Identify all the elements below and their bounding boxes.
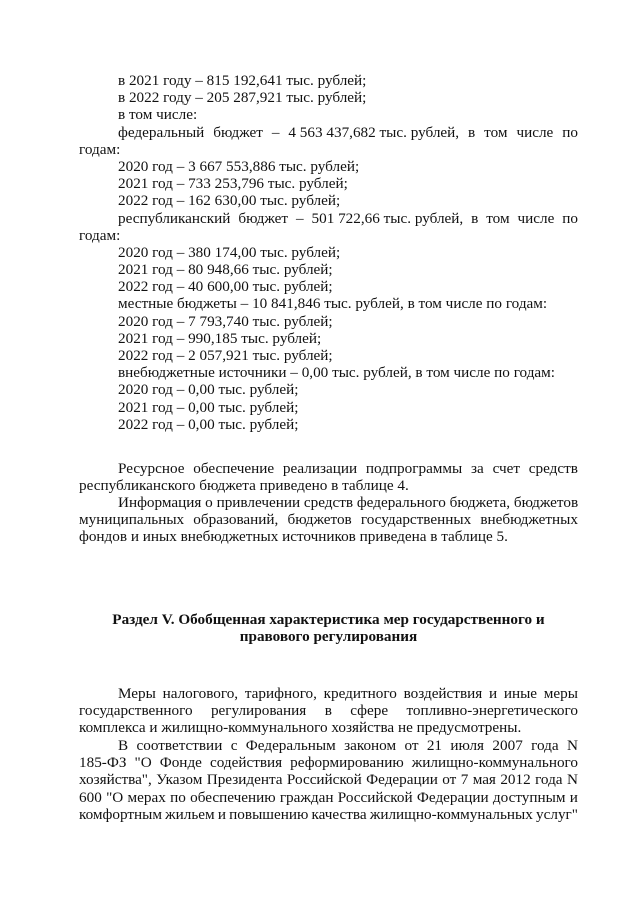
word: от xyxy=(404,737,419,754)
word: – xyxy=(295,209,304,227)
word: В xyxy=(118,737,129,754)
info-paragraph xyxy=(79,494,578,546)
extra-year-2022: 2022 год – 0,00 тыс. рублей; xyxy=(118,415,299,433)
republic-budget-line-cont: годам: xyxy=(79,226,121,244)
word: налогового, xyxy=(162,685,239,702)
word: 7 xyxy=(460,771,469,789)
federal-budget-line xyxy=(79,124,578,141)
law-line-2 xyxy=(79,754,578,771)
measures-line-2 xyxy=(79,702,578,719)
federal-year-2022: 2022 год – 162 630,00 тыс. рублей; xyxy=(118,192,341,210)
word: жилищно-коммунального xyxy=(411,754,578,772)
word: 4 563 437,682 тыс. рублей, xyxy=(288,123,460,141)
word: том xyxy=(486,209,510,227)
word: по xyxy=(170,788,186,806)
resource-line-1 xyxy=(79,460,578,477)
extra-year-2020: 2020 год – 0,00 тыс. рублей; xyxy=(118,381,299,399)
word: иные xyxy=(503,685,538,702)
republic-year-2022: 2022 год – 40 600,00 тыс. рублей; xyxy=(118,278,333,296)
law-line-4 xyxy=(79,789,578,806)
info-line-1: Информация о привлечении средств федерального бюджета, бюджетов xyxy=(118,494,579,511)
word: Федеральным xyxy=(245,737,336,754)
word: республиканский xyxy=(118,209,231,227)
republic-year-2020: 2020 год – 380 174,00 тыс. рублей; xyxy=(118,243,341,261)
word: Федерации xyxy=(366,771,438,789)
word: услуг" xyxy=(536,805,578,823)
word: качества xyxy=(311,805,367,823)
word: в xyxy=(471,209,479,227)
measures-line-1 xyxy=(79,685,578,702)
law-line-1 xyxy=(79,737,578,754)
word: в xyxy=(324,702,332,720)
word: образований, xyxy=(193,511,279,529)
word: по xyxy=(562,123,578,141)
word: Президента xyxy=(206,771,283,789)
word: средств xyxy=(528,460,578,477)
word: и xyxy=(569,788,578,806)
word: и xyxy=(488,685,498,702)
section-heading-line-1: Раздел V. Обобщенная характеристика мер государственного и xyxy=(112,611,545,628)
federal-budget-line-cont: годам: xyxy=(79,140,121,158)
word: доступным xyxy=(492,788,566,806)
word: N xyxy=(566,737,578,754)
word: жилищно-коммунальных xyxy=(369,805,533,823)
word: Указом xyxy=(156,771,203,789)
word: соответствии xyxy=(136,737,223,754)
word: государственных xyxy=(360,511,472,529)
word: 2012 xyxy=(500,771,531,789)
word: содействия xyxy=(209,754,283,772)
law-line-3 xyxy=(79,771,578,788)
word: мая xyxy=(472,771,496,789)
local-budget-line: местные бюджеты – 10 841,846 тыс. рублей, в том числе по годам: xyxy=(118,295,548,313)
word: федеральный xyxy=(118,123,205,141)
word: числе xyxy=(516,123,554,141)
word: обеспечению xyxy=(190,788,276,806)
section-heading xyxy=(79,611,578,645)
word: комфортным xyxy=(79,805,162,823)
word: регулирования xyxy=(210,702,307,720)
word: Федерации xyxy=(416,788,489,806)
word: 600 xyxy=(79,788,102,806)
word: года xyxy=(535,771,563,789)
section-heading-line-2: правового регулирования xyxy=(239,628,418,646)
extra-budget-line: внебюджетные источники – 0,00 тыс. рублей, в том числе по годам: xyxy=(118,364,555,382)
resource-paragraph xyxy=(79,460,578,494)
word: 185-ФЗ xyxy=(79,754,127,772)
word: кредитного xyxy=(323,685,397,702)
republic-budget-line xyxy=(79,210,578,227)
measures-paragraph xyxy=(79,685,578,737)
measures-line-3: комплекса и жилищно-коммунального хозяйства не предусмотрены. xyxy=(79,719,522,737)
word: счет xyxy=(492,460,521,477)
word: в xyxy=(468,123,476,141)
funding-block xyxy=(79,72,578,433)
word: Меры xyxy=(118,685,156,702)
word: Ресурсное xyxy=(118,460,185,477)
word: и xyxy=(217,805,226,823)
word: тарифного, xyxy=(244,685,317,702)
word: бюджет xyxy=(238,209,289,227)
word: хозяйства", xyxy=(79,771,152,789)
word: законом xyxy=(344,737,397,754)
word: государственного xyxy=(79,702,193,720)
local-year-2021: 2021 год – 990,185 тыс. рублей; xyxy=(118,329,322,347)
funding-line-2021: в 2021 году – 815 192,641 тыс. рублей; xyxy=(118,72,367,89)
word: года xyxy=(531,737,559,754)
word: повышению xyxy=(229,805,309,823)
law-paragraph xyxy=(79,737,578,823)
local-year-2022: 2022 год – 2 057,921 тыс. рублей; xyxy=(118,347,333,364)
word: граждан xyxy=(279,788,334,806)
word: подпрограммы xyxy=(365,460,463,477)
law-line-5 xyxy=(79,806,578,823)
word: 2007 xyxy=(492,737,523,754)
word: воздействия xyxy=(403,685,483,702)
word: бюджет xyxy=(213,123,263,141)
word: муниципальных xyxy=(79,511,185,529)
word: внебюджетных xyxy=(480,511,578,529)
word: жильем xyxy=(165,805,215,823)
word: с xyxy=(230,737,238,754)
word: меры xyxy=(543,685,578,702)
word: по xyxy=(562,209,578,227)
word: 21 xyxy=(426,737,443,754)
word: – xyxy=(271,123,280,141)
word: реализации xyxy=(282,460,358,477)
word: от xyxy=(442,771,457,789)
word: сфере xyxy=(350,702,389,720)
word: том xyxy=(484,123,508,141)
extra-year-2021: 2021 год – 0,00 тыс. рублей; xyxy=(118,398,299,416)
word: Фонде xyxy=(159,754,202,772)
funding-line-2022: в 2022 году – 205 287,921 тыс. рублей; xyxy=(118,89,367,107)
funding-including-label: в том числе: xyxy=(118,106,198,124)
federal-year-2021: 2021 год – 733 253,796 тыс. рублей; xyxy=(118,175,348,193)
word: N xyxy=(566,771,578,789)
word: 501 722,66 тыс. рублей, xyxy=(311,209,464,227)
word: "О xyxy=(134,754,152,772)
word: Российской xyxy=(337,788,413,806)
word: обеспечение xyxy=(193,460,275,477)
resource-line-2: республиканского бюджета приведено в таблице 4. xyxy=(79,477,409,495)
word: бюджетов xyxy=(287,511,352,529)
federal-year-2020: 2020 год – 3 667 553,886 тыс. рублей; xyxy=(118,157,360,175)
republic-year-2021: 2021 год – 80 948,66 тыс. рублей; xyxy=(118,261,333,279)
info-line-3: фондов и иных внебюджетных источников приведена в таблице 5. xyxy=(79,528,508,546)
word: июля xyxy=(450,737,485,754)
word: числе xyxy=(517,209,555,227)
word: топливно-энергетического xyxy=(406,702,578,720)
info-line-2 xyxy=(79,511,578,528)
word: "О xyxy=(106,788,124,806)
word: Российской xyxy=(286,771,362,789)
word: мерах xyxy=(127,788,166,806)
local-year-2020: 2020 год – 7 793,740 тыс. рублей; xyxy=(118,312,333,330)
word: за xyxy=(471,460,484,477)
word: реформированию xyxy=(290,754,404,772)
